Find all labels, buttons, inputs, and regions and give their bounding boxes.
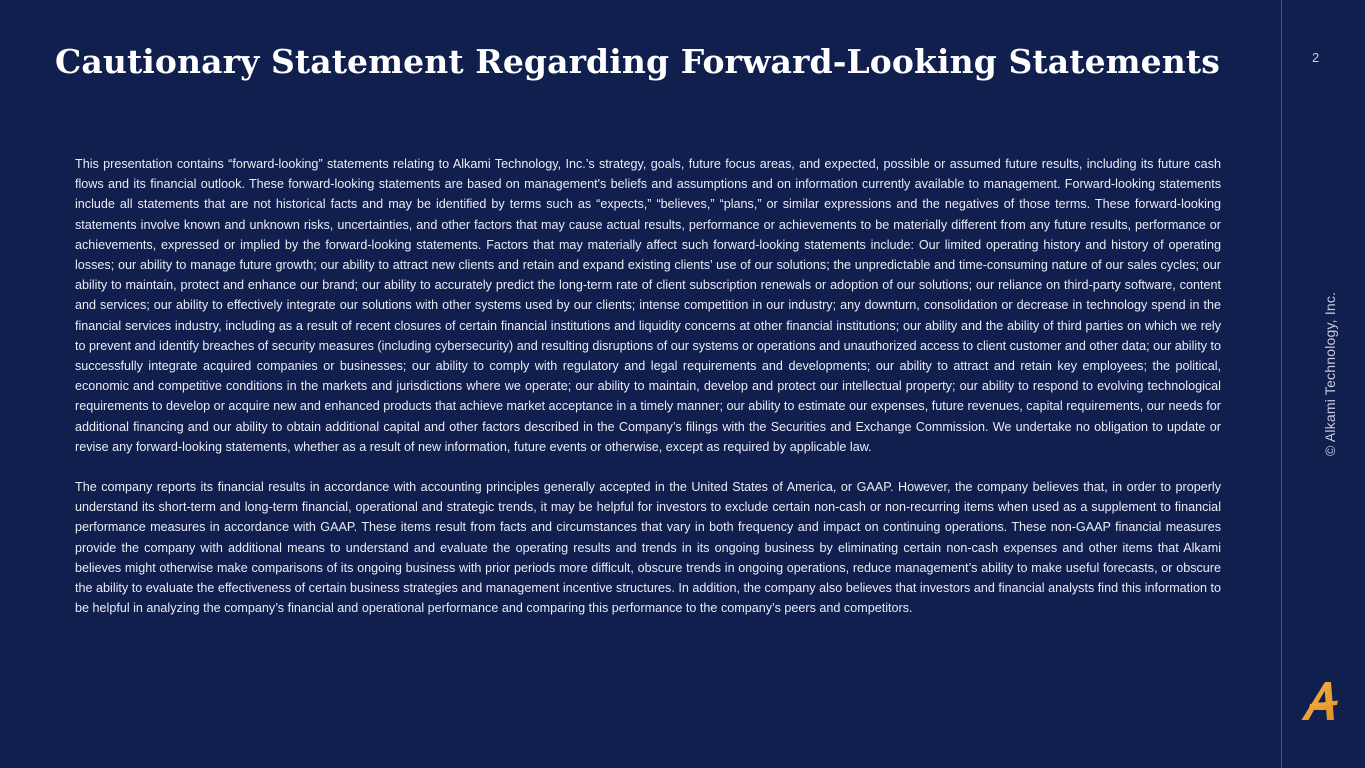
page-title: Cautionary Statement Regarding Forward-Looking Statements <box>55 42 1220 81</box>
page-number: 2 <box>1312 50 1320 65</box>
disclaimer-paragraph-forward-looking: This presentation contains “forward-looking” statements relating to Alkami Technology, Inc.’s strategy, goals, future focus areas, and expected, possible or assumed future results, including its future cash flows and its financial outlook. These forward-looking statements are based on management's beliefs and assumptions and on information currently available to management. Forward-looking statements include all statements that are not historical facts and may be identified by terms such as “expects,” “believes,” “plans,” or similar expressions and the negatives of those terms. These forward-looking statements involve known and unknown risks, uncertainties, and other factors that may cause actual results, performance or achievements to be materially different from any future results, performance or achievements, expressed or implied by the forward-looking statements. Factors that may materially affect such forward-looking statements include: Our limited operating history and history of operating losses; our ability to manage future growth; our ability to attract new clients and retain and expand existing clients’ use of our solutions; the unpredictable and time-consuming nature of our sales cycles; our ability to maintain, protect and enhance our brand; our ability to accurately predict the long-term rate of client subscription renewals or adoption of our solutions; our reliance on third-party software, content and services; our ability to effectively integrate our solutions with other systems used by our clients; intense competition in our industry; any downturn, consolidation or decrease in technology spend in the financial services industry, including as a result of recent closures of certain financial institutions and liquidity concerns at other financial institutions; our ability and the ability of third parties on which we rely to prevent and identify breaches of security measures (including cybersecurity) and resulting disruptions of our systems or operations and unauthorized access to client customer and other data; our ability to successfully integrate acquired companies or businesses; our ability to comply with regulatory and legal requirements and developments; our ability to attract and retain key employees; the political, economic and competitive conditions in the markets and jurisdictions where we operate; our ability to maintain, develop and protect our intellectual property; our ability to respond to evolving technological requirements to develop or acquire new and enhanced products that achieve market acceptance in a timely manner; our ability to estimate our expenses, future revenues, capital requirements, our needs for additional financing and our ability to obtain additional capital and other factors described in the Company’s filings with the Securities and Exchange Commission. We undertake no obligation to update or revise any forward-looking statements, whether as a result of new information, future events or otherwise, except as required by applicable law. <box>75 157 1221 454</box>
alkami-logo-icon <box>1300 680 1344 722</box>
disclaimer-paragraph-non-gaap: The company reports its financial results in accordance with accounting principles generally accepted in the United States of America, or GAAP. However, the company believes that, in order to properly understand its short-term and long-term financial, operational and strategic trends, it may be helpful for investors to exclude certain non-cash or non-recurring items when used as a supplement to financial performance measures in accordance with GAAP. These items result from facts and circumstances that vary in both frequency and impact on continuing operations. These non-GAAP financial measures provide the company with additional means to understand and evaluate the operating results and trends in its ongoing business by eliminating certain non-cash expenses and other items that Alkami believes might otherwise make comparisons of its ongoing business with prior periods more difficult, obscure trends in ongoing operations, reduce management’s ability to make useful forecasts, or obscure the ability to evaluate the effectiveness of certain business strategies and management incentive structures. In addition, the company also believes that investors and financial analysts find this information to be helpful in analyzing the company’s financial and operational performance and comparing this performance to the company’s peers and competitors. <box>75 480 1221 616</box>
vertical-divider <box>1281 0 1282 768</box>
disclaimer-body <box>75 154 1221 618</box>
copyright-notice: © Alkami Technology, Inc. <box>1322 291 1338 456</box>
